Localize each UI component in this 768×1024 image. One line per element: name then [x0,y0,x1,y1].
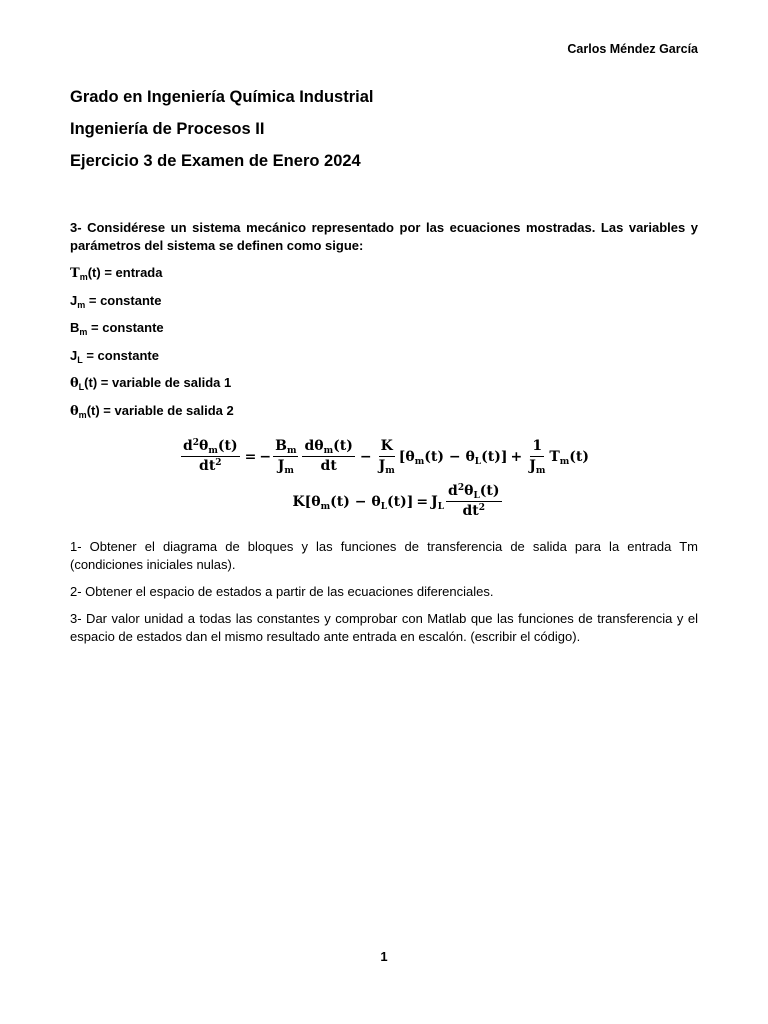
equation-load: $K[\theta_m(t) - \theta_L(t)]$ = $J_L$ $\frac{d^2\theta_L(t)}{dt^2}$ [292,483,500,519]
variable-definition: $\theta_L(t)$ = variable de salida 1 [70,375,232,392]
variable-definition: $B_m$ = constante [70,320,164,337]
variable-definition: $J_m$ = constante [70,292,162,310]
problem-statement: 3- Considérese un sistema mecánico representado por las ecuaciones mostradas. Las variables y parámetros del sistema se definen como sigue: [70,220,698,253]
document-headings [70,87,374,183]
task-item: 1- Obtener el diagrama de bloques y las funciones de transferencia de salida para la entrada Tm (condiciones iniciales nulas). [70,539,698,572]
page-number: 1 [380,949,388,964]
degree-title: Grado en Ingeniería Química Industrial [70,88,374,106]
variable-definition: $T_m(t)$ = entrada [70,265,163,282]
task-item: 2- Obtener el espacio de estados a partir de las ecuaciones diferenciales. [70,584,494,599]
variable-definition: $J_L$ = constante [70,347,159,365]
author-name: Carlos Méndez García [567,42,698,56]
equation-lhs-fraction: $\frac{d^2\theta_m(t)}{dt^2}$ [182,438,238,474]
variable-definitions [70,264,234,429]
exercise-title: Ejercicio 3 de Examen de Enero 2024 [70,152,361,170]
variable-definition: $\theta_m(t)$ = variable de salida 2 [70,402,234,420]
task-item: 3- Dar valor unidad a todas las constantes y comprobar con Matlab que las funciones de transferencia y el espacio de estados dan el mismo resultado ante entrada en escalón. (escribir el código). [70,611,698,644]
equation-motor: $\frac{d^2\theta_m(t)}{dt^2}$ = − $\frac{B_m}{J_m}$ $\frac{d\theta_m(t)}{dt}$ − $\frac{K}{J_m}$ $[\theta_m(t) - \theta_L(t)]$ + $\frac{1}{J_m}$ $T_m(t)$ [182,438,590,476]
course-title: Ingeniería de Procesos II [70,120,265,138]
task-list [70,538,698,655]
